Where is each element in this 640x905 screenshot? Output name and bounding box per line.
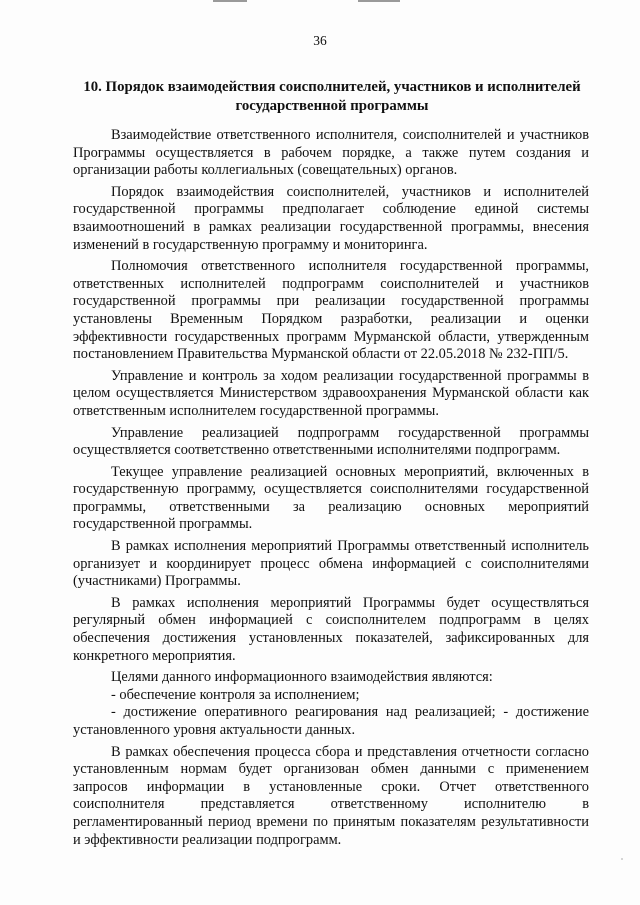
paragraph: Управление и контроль за ходом реализации государственной программы в целом осуществляется Министерством здравоохранения Мурманской области как ответственным исполнителем государственной программы. — [73, 367, 589, 419]
list-item: - достижение оперативного реагирования над реализацией; - достижение установленного уровня актуальности данных. — [73, 704, 589, 738]
scan-mark — [358, 0, 400, 2]
paragraph: В рамках исполнения мероприятий Программы ответственный исполнитель организует и координирует процесс обмена информацией с соисполнителями (участниками) Программы. — [73, 538, 589, 590]
section-heading: 10. Порядок взаимодействия соисполнителей, участников и исполнителей государственной программы — [83, 79, 581, 114]
paragraph: В рамках обеспечения процесса сбора и представления отчетности согласно установленным нормам будет организован обмен данными с применением запросов информации в установленные сроки. Отчет ответственного соисполнителя представляется ответственному исполнителю в регламентированный период времени по принятым показателям результативности и эффективности реализации подпрограмм. — [73, 743, 589, 848]
scan-speck — [621, 858, 623, 860]
page-number: 36 — [313, 33, 327, 48]
section-body — [73, 127, 589, 853]
paragraph: Текущее управление реализацией основных мероприятий, включенных в государственную программу, осуществляется соисполнителями государственной программы, ответственными за реализацию основных мероприятий государственной программы. — [73, 463, 589, 533]
paragraph: Порядок взаимодействия соисполнителей, участников и исполнителей государственной программы предполагает соблюдение единой системы взаимоотношений в рамках реализации государственной программы, внесения изменений в государственную программу и мониторинга. — [73, 183, 589, 253]
list-item: - обеспечение контроля за исполнением; — [111, 686, 360, 703]
scan-mark — [213, 0, 247, 2]
paragraph: В рамках исполнения мероприятий Программы будет осуществляться регулярный обмен информацией с соисполнителем подпрограмм в целях обеспечения достижения установленных показателей, зафиксированных для конкретного мероприятия. — [73, 594, 589, 664]
paragraph: Полномочия ответственного исполнителя государственной программы, ответственных исполнителей подпрограмм соисполнителей и участников государственной программы при реализации государственной программы установлены Временным Порядком разработки, реализации и оценки эффективности государственных программ Мурманской области, утвержденным постановлением Правительства Мурманской области от 22.05.2018 № 232-ПП/5. — [73, 258, 589, 363]
paragraph: Управление реализацией подпрограмм государственной программы осуществляется соответственно ответственными исполнителями подпрограмм. — [73, 424, 589, 459]
paragraph: Взаимодействие ответственного исполнителя, соисполнителей и участников Программы осуществляется в рабочем порядке, а также путем создания и организации работы коллегиальных (совещательных) органов. — [73, 127, 589, 179]
paragraph: Целями данного информационного взаимодействия являются: — [111, 669, 493, 686]
